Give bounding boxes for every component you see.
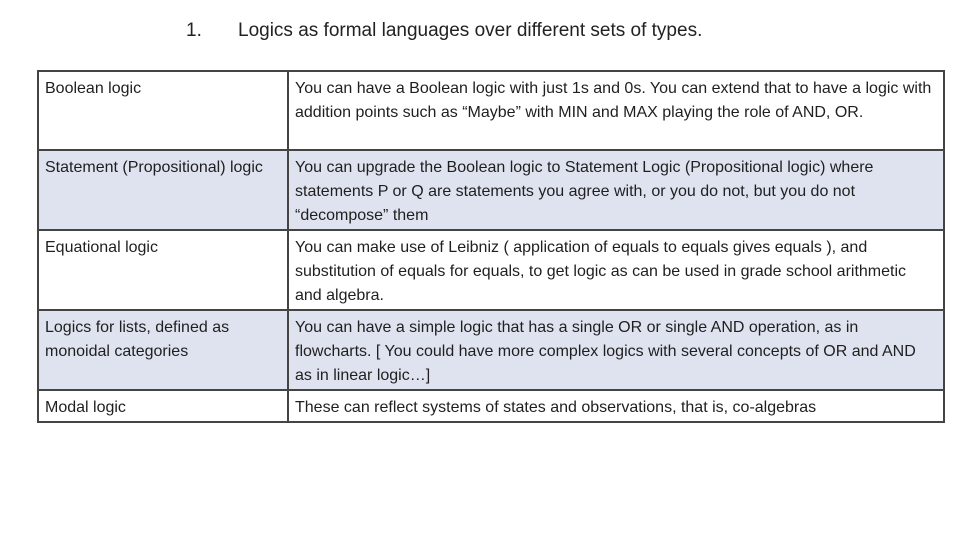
row-term: Statement (Propositional) logic [38, 150, 288, 230]
table-row [38, 71, 944, 150]
row-description: You can have a simple logic that has a single OR or single AND operation, as in flowcharts. [ You could have more complex logics with several concepts of OR and AND as in linear logic…] [288, 310, 944, 390]
row-term: Logics for lists, defined as monoidal categories [38, 310, 288, 390]
heading-number: 1. [186, 20, 202, 41]
row-description: You can have a Boolean logic with just 1s and 0s. You can extend that to have a logic with addition points such as “Maybe” with MIN and MAX playing the role of AND, OR. [288, 71, 944, 150]
table-row [38, 230, 944, 310]
row-description: These can reflect systems of states and observations, that is, co-algebras [288, 390, 944, 422]
logics-table [37, 70, 945, 423]
table-row [38, 390, 944, 422]
row-term: Modal logic [38, 390, 288, 422]
row-term: Boolean logic [38, 71, 288, 150]
heading-title: Logics as formal languages over different sets of types. [238, 20, 703, 41]
slide-heading [186, 20, 702, 42]
row-description: You can upgrade the Boolean logic to Statement Logic (Propositional logic) where statements P or Q are statements you agree with, or you do not, but you do not “decompose” them [288, 150, 944, 230]
table-row [38, 150, 944, 230]
row-description: You can make use of Leibniz ( application of equals to equals gives equals ), and substitution of equals for equals, to get logic as can be used in grade school arithmetic and algebra. [288, 230, 944, 310]
row-term: Equational logic [38, 230, 288, 310]
table-row [38, 310, 944, 390]
